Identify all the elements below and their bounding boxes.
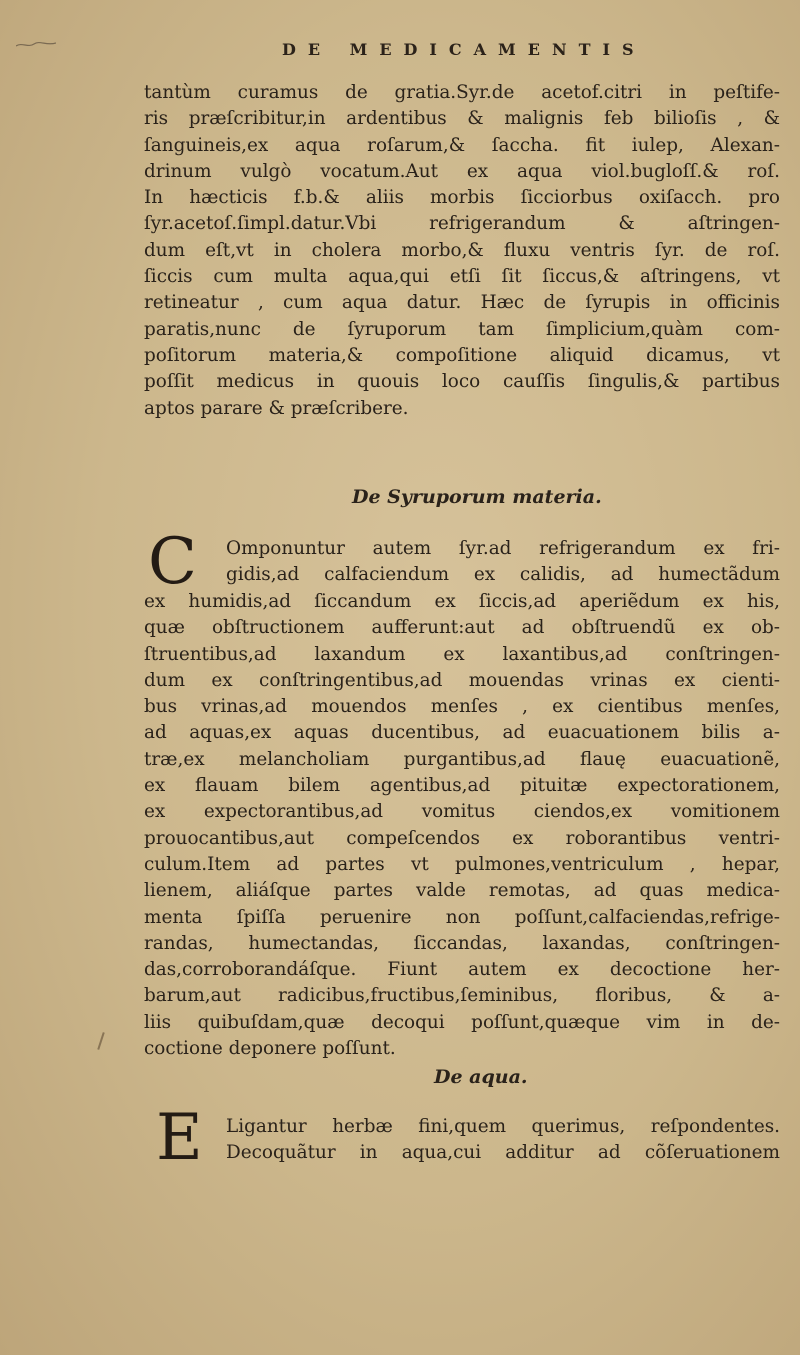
margin-mark — [97, 1032, 104, 1050]
text-line: retineatur , cum aqua datur. Hæc de ſyrupis in officinis — [144, 292, 780, 314]
drop-cap-c: C — [148, 525, 197, 599]
text-line: gidis,ad calfaciendum ex calidis, ad humectãdum — [226, 564, 780, 586]
text-line: aptos parare & præſcribere. — [144, 397, 409, 419]
opening-paragraph — [144, 80, 780, 422]
section-syrups-body — [144, 589, 780, 1062]
section-heading-water: De aqua. — [434, 1066, 528, 1088]
text-line: dum eſt,vt in cholera morbo,& fluxu ventris ſyr. de roſ. — [144, 239, 780, 261]
text-line: menta ſpiſſa peruenire non poſſunt,calfaciendas,refrige- — [144, 906, 780, 928]
text-line: poſitorum materia,& compoſitione aliquid dicamus, vt — [144, 344, 780, 366]
text-line: ex expectorantibus,ad vomitus ciendos,ex vomitionem — [144, 801, 780, 823]
text-line: quæ obſtructionem aufferunt:aut ad obſtruendũ ex ob- — [144, 617, 780, 639]
text-line: ad aquas,ex aquas ducentibus, ad euacuationem bilis a- — [144, 722, 780, 744]
text-line: ſyr.acetoſ.ſimpl.datur.Vbi refrigerandum & aſtringen- — [144, 213, 780, 235]
text-line: paratis,nunc de ſyruporum tam ſimplicium,quàm com- — [144, 318, 780, 340]
text-line: ſtruentibus,ad laxandum ex laxantibus,ad conſtringen- — [144, 643, 780, 665]
text-line: Omponuntur autem ſyr.ad refrigerandum ex fri- — [226, 538, 780, 559]
text-line: drinum vulgò vocatum.Aut ex aqua viol.bugloſſ.& roſ. — [144, 160, 780, 182]
text-line: ſanguineis,ex aqua roſarum,& ſaccha. fit iulep, Alexan- — [144, 134, 780, 156]
text-line: ſiccis cum multa aqua,qui etſi ſit ſiccus,& aſtringens, vt — [144, 266, 780, 288]
running-header: DE MEDICAMENTIS — [282, 40, 646, 59]
text-line: Ligantur herbæ fini,quem querimus, reſpondentes. — [226, 1116, 780, 1137]
text-line: tantùm curamus de gratia.Syr.de acetof.citri in peſtife- — [144, 82, 780, 103]
text-line: ex flauam bilem agentibus,ad pituitæ expectorationem, — [144, 775, 780, 797]
text-line: ris præſcribitur,in ardentibus & malignis feb bilioſis , & — [144, 108, 780, 130]
text-line: prouocantibus,aut compeſcendos ex roborantibus ventri- — [144, 827, 780, 849]
text-line: lienem, aliáſque partes valde remotas, ad quas medica- — [144, 880, 780, 902]
text-line: bus vrinas,ad mouendos menſes , ex cientibus menſes, — [144, 696, 780, 718]
text-line: træ,ex melancholiam purgantibus,ad flauę euacuationẽ, — [144, 748, 780, 770]
text-line: ex humidis,ad ſiccandum ex ſiccis,ad aperiẽdum ex his, — [144, 591, 780, 612]
text-line: liis quibuſdam,quæ decoqui poſſunt,quæque vim in de- — [144, 1011, 780, 1033]
margin-fragment — [16, 40, 56, 50]
drop-cap-e: E — [156, 1101, 203, 1175]
text-line: barum,aut radicibus,fructibus,ſeminibus, floribus, & a- — [144, 985, 780, 1007]
text-line: Decoquãtur in aqua,cui additur ad cõſeruationem — [226, 1142, 780, 1164]
section-water-body — [226, 1114, 780, 1167]
text-line: das,corroborandáſque. Fiunt autem ex decoctione her- — [144, 959, 780, 981]
text-line: randas, humectandas, ſiccandas, laxandas, conſtringen- — [144, 932, 780, 954]
section-syrups-indented-lines — [226, 536, 780, 589]
text-line: dum ex conſtringentibus,ad mouendas vrinas ex cienti- — [144, 669, 780, 691]
text-line: culum.Item ad partes vt pulmones,ventriculum , hepar, — [144, 853, 780, 875]
text-line: In hæcticis f.b.& aliis morbis ſicciorbus oxiſacch. pro — [144, 187, 780, 209]
text-line: coctione deponere poſſunt. — [144, 1038, 396, 1060]
section-heading-syrups: De Syruporum materia. — [352, 486, 602, 508]
text-line: poſſit medicus in quouis loco cauſſis ſingulis,& partibus — [144, 371, 780, 393]
